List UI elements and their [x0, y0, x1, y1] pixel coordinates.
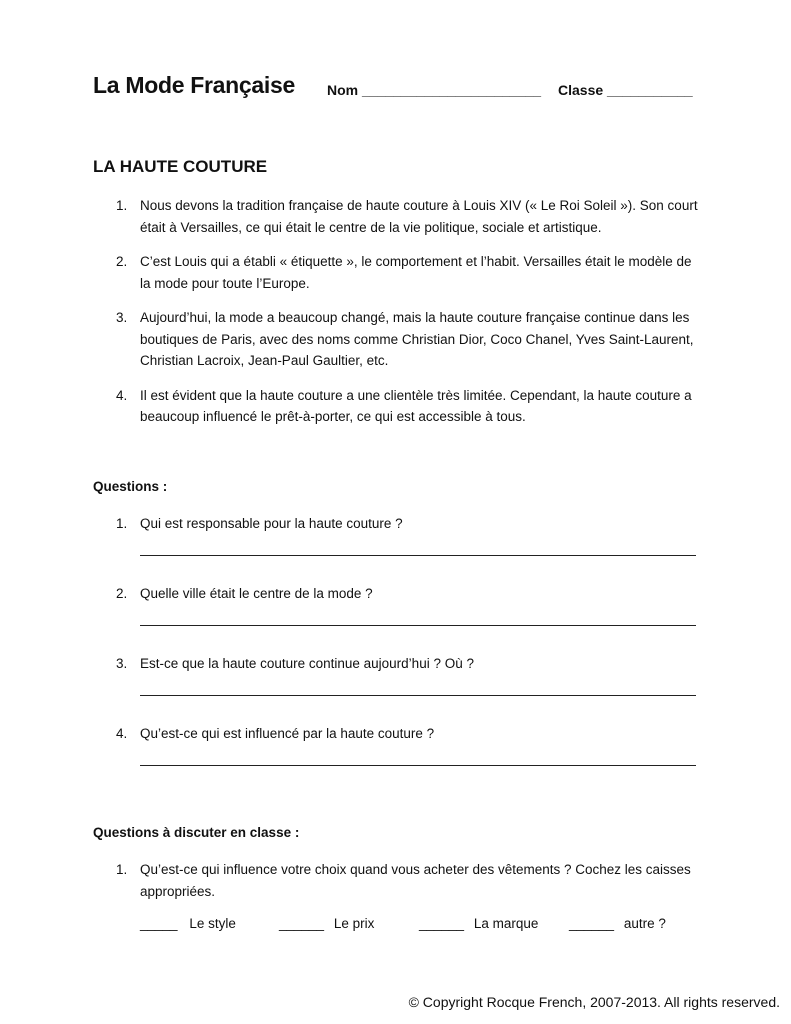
question-text: Est-ce que la haute couture continue aujourd’hui ? Où ? [140, 656, 474, 671]
answer-line[interactable] [140, 765, 696, 766]
choice-label: Le style [189, 916, 236, 931]
copyright-footer: © Copyright Rocque French, 2007-2013. All rights reserved. [408, 994, 780, 1010]
answer-line[interactable] [140, 555, 696, 556]
discussion-label: Questions à discuter en classe : [93, 825, 300, 840]
item-number: 4. [116, 726, 128, 741]
item-number: 2. [116, 586, 128, 601]
item-number: 1. [116, 516, 128, 531]
item-number: 2. [116, 254, 128, 269]
reading-text: Nous devons la tradition française de haute couture à Louis XIV (« Le Roi Soleil »). Son court était à Versailles, ce qui était le centre de la vie politique, sociale et artistique. [140, 198, 698, 235]
reading-item [93, 385, 698, 428]
reading-item [93, 195, 698, 238]
choice-label: Le prix [333, 916, 375, 931]
choice-blank[interactable]: ______ [279, 916, 325, 931]
classe-field: Classe ___________ [558, 82, 693, 98]
choice-marque[interactable] [419, 916, 538, 931]
choice-label: autre ? [623, 916, 666, 931]
choice-blank[interactable]: _____ [140, 916, 178, 931]
reading-item [93, 307, 698, 372]
section-heading: LA HAUTE COUTURE [93, 157, 268, 176]
discussion-text: Qu’est-ce qui influence votre choix quand vous acheter des vêtements ? Cochez les caisses appropriées. [140, 862, 691, 899]
questions-label: Questions : [93, 479, 168, 494]
question-text: Qu’est-ce qui est influencé par la haute couture ? [140, 726, 435, 741]
choice-label: La marque [473, 916, 539, 931]
item-number: 4. [116, 387, 128, 403]
questions-list [93, 513, 698, 793]
reading-text: Aujourd’hui, la mode a beaucoup changé, mais la haute couture française continue dans les boutiques de Paris, avec des noms comme Christian Dior, Coco Chanel, Yves Saint-Laurent, Christian Lacroix, Jean-Paul Gaultier, etc. [140, 310, 694, 368]
question-text: Quelle ville était le centre de la mode ? [140, 586, 373, 601]
item-number: 1. [116, 198, 128, 213]
discussion-list [93, 859, 698, 902]
worksheet-header [93, 72, 703, 106]
item-number: 3. [116, 310, 128, 325]
question-item [93, 513, 698, 583]
question-item [93, 723, 698, 793]
reading-list [93, 195, 698, 441]
item-number: 3. [116, 656, 128, 671]
answer-line[interactable] [140, 625, 696, 626]
question-item [93, 653, 698, 723]
choice-autre[interactable] [569, 916, 666, 931]
item-number: 1. [116, 862, 128, 877]
answer-line[interactable] [140, 695, 696, 696]
choice-style[interactable] [140, 916, 236, 931]
question-item [93, 583, 698, 653]
discussion-item [93, 859, 698, 902]
question-text: Qui est responsable pour la haute couture ? [140, 516, 403, 531]
reading-text: Il est évident que la haute couture a une clientèle très limitée. Cependant, la haute couture a beaucoup influencé le prêt-à-porter, ce qui est accessible à tous. [140, 387, 692, 424]
reading-text: C’est Louis qui a établi « étiquette », le comportement et l’habit. Versailles était le modèle de la mode pour toute l’Europe. [140, 254, 692, 291]
choice-prix[interactable] [279, 916, 374, 931]
reading-item [93, 251, 698, 294]
nom-field: Nom _______________________ [327, 82, 542, 98]
choice-blank[interactable]: ______ [419, 916, 465, 931]
choice-blank[interactable]: ______ [569, 916, 615, 931]
page-title: La Mode Française [93, 72, 295, 98]
